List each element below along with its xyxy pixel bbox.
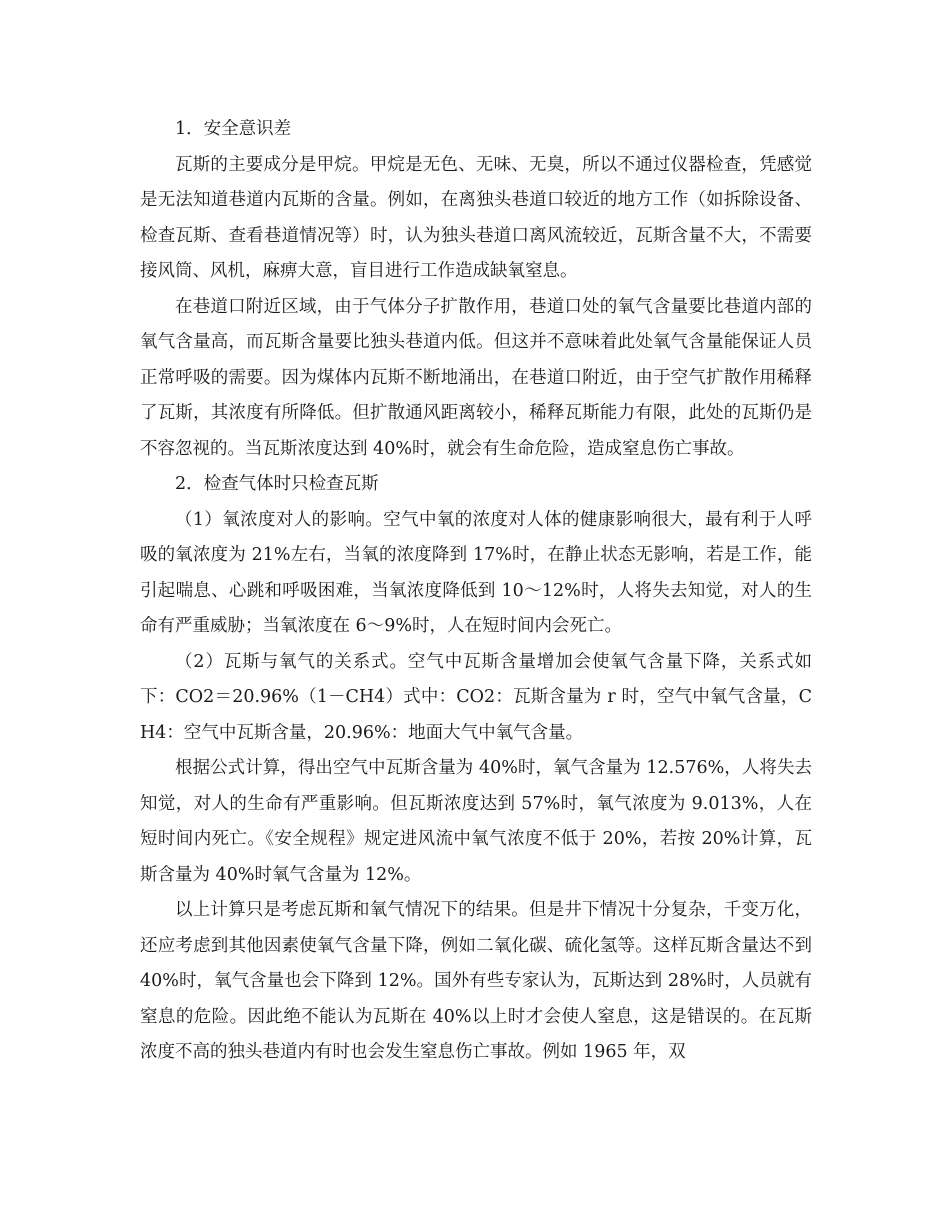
paragraph-oxygen-effect: （1）氧浓度对人的影响。空气中氧的浓度对人体的健康影响很大，最有利于人呼吸的氧浓度为 21%左右，当氧的浓度降到 17%时，在静止状态无影响，若是工作，能引起喘息、心跳和呼吸困难，当氧浓度降低到 10～12%时，人将失去知觉，对人的生命有严重威胁；当氧浓度在 6～9%时，人在短时间内会死亡。 — [140, 509, 812, 636]
paragraph-gas-composition: 瓦斯的主要成分是甲烷。甲烷是无色、无味、无臭，所以不通过仪器检查，凭感觉是无法知道巷道内瓦斯的含量。例如，在离独头巷道口较近的地方工作（如拆除设备、检查瓦斯、查看巷道情况等）时，认为独头巷道口离风流较近，瓦斯含量不大，不需要接风筒、风机，麻痹大意，盲目进行工作造成缺氧窒息。 — [140, 154, 812, 281]
paragraph-calculation: 根据公式计算，得出空气中瓦斯含量为 40%时，氧气含量为 12.576%，人将失去知觉，对人的生命有严重影响。但瓦斯浓度达到 57%时，氧气浓度为 9.013%，人在短时间内死亡。《安全规程》规定进风流中氧气浓度不低于 20%，若按 20%计算，瓦斯含量为 40%时氧气含量为 12%。 — [140, 758, 812, 885]
section-heading-1: 1．安全意识差 — [175, 119, 292, 139]
section-heading-2: 2．检查气体时只检查瓦斯 — [175, 474, 379, 494]
document-body — [140, 112, 812, 1071]
paragraph-gas-oxygen-formula: （2）瓦斯与氧气的关系式。空气中瓦斯含量增加会使氧气含量下降，关系式如下：CO2＝20.96%（1－CH4）式中：CO2：瓦斯含量为 r 时，空气中氧气含量，CH4：空气中瓦斯含量，20.96%：地面大气中氧气含量。 — [140, 651, 812, 743]
paragraph-complex-conditions: 以上计算只是考虑瓦斯和氧气情况下的结果。但是井下情况十分复杂，千变万化，还应考虑到其他因素使氧气含量下降，例如二氧化碳、硫化氢等。这样瓦斯含量达不到 40%时，氧气含量也会下降到 12%。国外有些专家认为，瓦斯达到 28%时，人员就有窒息的危险。因此绝不能认为瓦斯在 40%以上时才会使人窒息，这是错误的。在瓦斯浓度不高的独头巷道内有时也会发生窒息伤亡事故。例如 1965 年，双 — [140, 900, 813, 1062]
paragraph-tunnel-entrance: 在巷道口附近区域，由于气体分子扩散作用，巷道口处的氧气含量要比巷道内部的氧气含量高，而瓦斯含量要比独头巷道内低。但这并不意味着此处氧气含量能保证人员正常呼吸的需要。因为煤体内瓦斯不断地涌出，在巷道口附近，由于空气扩散作用稀释了瓦斯，其浓度有所降低。但扩散通风距离较小，稀释瓦斯能力有限，此处的瓦斯仍是不容忽视的。当瓦斯浓度达到 40%时，就会有生命危险，造成窒息伤亡事故。 — [140, 296, 812, 459]
